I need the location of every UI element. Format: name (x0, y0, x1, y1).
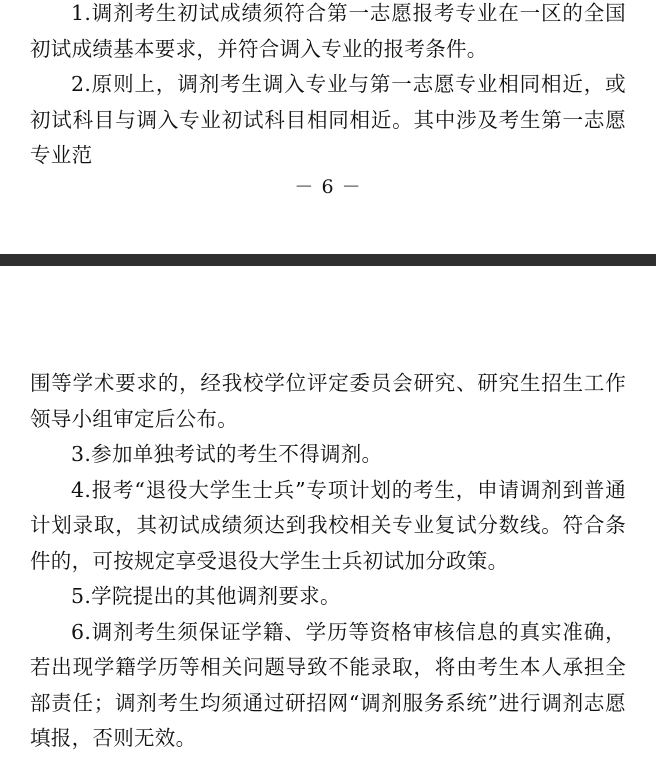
paragraph-rule-6: 6.调剂考生须保证学籍、学历等资格审核信息的真实准确，若出现学籍学历等相关问题导致不能录取，将由考生本人承担全部责任；调剂考生均须通过研招网“调剂服务系统”进行调剂志愿填报，否则无效。 (30, 619, 626, 750)
paragraph-rule-2-continued: 围等学术要求的，经我校学位评定委员会研究、研究生招生工作领导小组审定后公布。 (30, 371, 626, 431)
paragraph-rule-1: 1.调剂考生初试成绩须符合第一志愿报考专业在一区的全国初试成绩基本要求，并符合调入专业的报考条件。 (30, 1, 626, 61)
page-number: － 6 － (294, 176, 362, 198)
paragraph-rule-2-start: 2.原则上，调剂考生调入专业与第一志愿专业相同相近，或初试科目与调入专业初试科目相同相近。其中涉及考生第一志愿专业范 (30, 72, 626, 167)
page-separator (0, 254, 656, 266)
page-body (30, 366, 626, 757)
paragraph-rule-3: 3.参加单独考试的考生不得调剂。 (71, 442, 383, 466)
paragraph-rule-4: 4.报考“退役大学生士兵”专项计划的考生，申请调剂到普通计划录取，其初试成绩须达到我校相关专业复试分数线。符合条件的，可按规定享受退役大学生士兵初试加分政策。 (30, 477, 626, 573)
page-body (30, 0, 626, 174)
paragraph-rule-5: 5.学院提出的其他调剂要求。 (71, 584, 341, 608)
document-page-7 (0, 266, 656, 752)
document-page-6 (0, 0, 656, 254)
